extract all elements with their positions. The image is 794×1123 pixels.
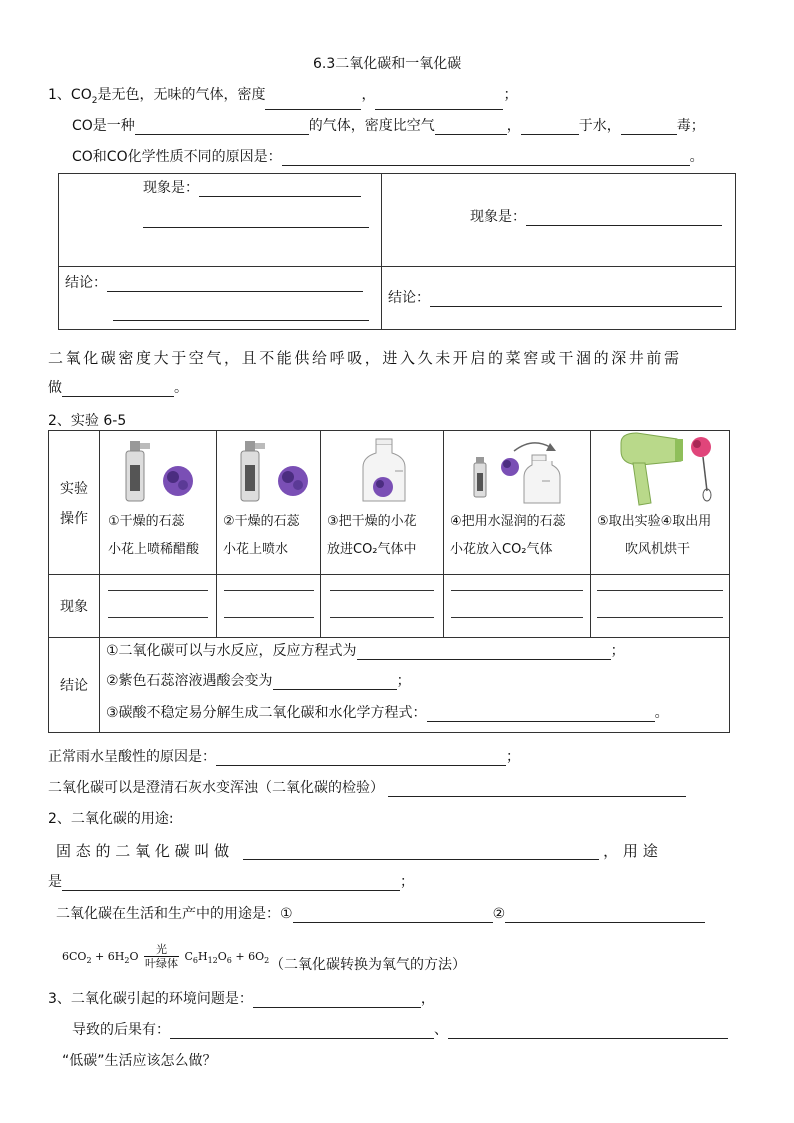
eq-sub: 6 <box>226 956 232 966</box>
row-header-phenomenon: 现象 <box>49 575 100 638</box>
conclusion-cell-right <box>382 267 736 330</box>
conclusion-2: ②紫色石蕊溶液遇酸会变为 <box>106 673 273 689</box>
blank-use-1[interactable] <box>293 906 493 923</box>
co-co2-diff-line <box>72 148 704 166</box>
blank-conclusion-1[interactable] <box>107 275 363 292</box>
phenomenon-cell-3[interactable] <box>321 575 444 638</box>
co-pre: CO是一种 <box>72 118 135 134</box>
blank-co-water[interactable] <box>521 118 579 135</box>
blank-limewater-equation[interactable] <box>388 780 686 797</box>
limewater-label: 二氧化碳可以是澄清石灰水变浑浊（二氧化碳的检验） <box>48 780 384 796</box>
eq-o: O <box>217 950 227 963</box>
experiment-table-1 <box>58 173 736 330</box>
rain-label: 正常雨水呈酸性的原因是： <box>48 749 216 765</box>
environment-line <box>48 990 435 1008</box>
spray-bottle-flower-icon <box>235 437 315 507</box>
co-mid1: 的气体，密度比空气 <box>308 118 435 134</box>
operation-cell-5 <box>591 431 730 575</box>
rain-acidity-line <box>48 748 520 766</box>
blank-rain-reason[interactable] <box>216 749 506 766</box>
spray-flower-into-jar-icon <box>470 433 570 507</box>
semicolon: ； <box>400 874 414 890</box>
experiment-table-6-5 <box>48 430 730 733</box>
note-end: 。 <box>174 380 188 396</box>
conclusion-cell-left <box>59 267 382 330</box>
comma: ， <box>361 87 376 103</box>
safety-note-line2 <box>48 379 188 397</box>
co2-text: 是无色，无味的气体，密度 <box>97 87 266 103</box>
semicolon: ； <box>396 673 411 689</box>
spray-bottle-flower-icon <box>120 437 200 507</box>
op2-line1: ②干燥的石蕊 <box>223 514 300 529</box>
eq-o2: + 6O <box>231 950 265 963</box>
is-label: 是 <box>48 874 62 890</box>
blank-phenomenon-2[interactable] <box>143 211 369 228</box>
life-uses-label: 二氧化碳在生活和生产中的用途是：① <box>56 906 293 922</box>
op-header-2: 操作 <box>60 510 88 527</box>
conclusion-1: ①二氧化碳可以与水反应，反应方程式为 <box>106 643 357 659</box>
condition-chlorophyll: 叶绿体 <box>144 957 178 970</box>
blank-use-2[interactable] <box>505 906 705 923</box>
blank-co-kind[interactable] <box>135 118 309 135</box>
op3-line2: 放进CO₂气体中 <box>327 542 417 557</box>
page-title: 6.3二氧化碳和一氧化碳 <box>313 56 462 72</box>
dry-ice-label: 固 态 的 二 氧 化 碳 叫 做 <box>56 842 230 860</box>
co2-formula: CO <box>70 87 92 103</box>
gas-jar-flower-icon <box>359 437 409 507</box>
phenomenon-cell-2[interactable] <box>217 575 321 638</box>
semicolon: ； <box>503 87 518 103</box>
conclusion-label: 结论： <box>388 290 430 306</box>
blank-dry-ice[interactable] <box>243 843 599 860</box>
blank-phenomenon-3[interactable] <box>526 209 722 226</box>
co2-properties-line <box>48 86 517 110</box>
blank-phenomenon-1[interactable] <box>199 180 361 197</box>
eq-sub: 2 <box>124 956 130 966</box>
blank-environment[interactable] <box>253 991 421 1008</box>
blank-dry-ice-use[interactable] <box>62 874 400 891</box>
comma: ， <box>420 991 435 1007</box>
uses-heading: 2、二氧化碳的用途: <box>48 811 174 827</box>
blank-equation-2[interactable] <box>427 705 655 722</box>
row-header-conclusion: 结论 <box>49 638 100 733</box>
phenomenon-cell-left <box>59 174 382 267</box>
blank-density-2[interactable] <box>375 93 503 110</box>
comma: ， <box>506 118 521 134</box>
phenomenon-label: 现象是： <box>470 209 526 225</box>
co2-sub: 2 <box>91 95 98 106</box>
dry-ice-use-line <box>48 873 414 891</box>
blank-co-toxic[interactable] <box>621 118 677 135</box>
safety-note: 二氧化碳密度大于空气，且不能供给呼吸，进入久未开启的菜窖或干涸的深井前需 <box>48 349 682 367</box>
use-label: ， 用 途 <box>603 842 658 860</box>
semicolon: ； <box>506 749 520 765</box>
semicolon: ； <box>610 643 625 659</box>
experiment-heading: 2、实验 6-5 <box>48 413 127 429</box>
note-pre: 做 <box>48 380 62 396</box>
separator: 、 <box>434 1022 448 1038</box>
blank-diff-reason[interactable] <box>282 149 690 166</box>
op-header-1: 实验 <box>60 480 88 497</box>
period: 。 <box>689 149 704 165</box>
operation-cell-3 <box>321 431 444 575</box>
reaction-condition <box>144 944 179 970</box>
eq-h: H <box>197 950 208 963</box>
blank-density[interactable] <box>265 93 361 110</box>
row-header-operation <box>49 431 100 575</box>
blank-equation-1[interactable] <box>357 643 611 660</box>
life-uses-line <box>56 905 705 923</box>
eq-c: C <box>184 950 193 963</box>
photosynthesis-equation <box>62 944 269 970</box>
diff-label: CO和CO化学性质不同的原因是： <box>72 149 282 165</box>
phenomenon-cell-1[interactable] <box>100 575 217 638</box>
equation-note: （二氧化碳转换为氧气的方法） <box>270 957 466 973</box>
consequence-line <box>72 1021 728 1039</box>
conclusion-cell <box>100 638 730 733</box>
environment-label: 3、二氧化碳引起的环境问题是： <box>48 991 253 1007</box>
blank-light-test[interactable] <box>62 380 174 397</box>
consequence-label: 导致的后果有： <box>72 1022 170 1038</box>
phenomenon-cell-4[interactable] <box>444 575 591 638</box>
eq-h2o: + 6H <box>91 950 125 963</box>
eq-sub: 6 <box>192 956 198 966</box>
eq-sub: 2 <box>86 956 92 966</box>
eq-sub: 2 <box>264 956 270 966</box>
co-mid2: 于水， <box>578 118 621 134</box>
operation-cell-2 <box>217 431 321 575</box>
blank-conclusion-3[interactable] <box>430 290 722 307</box>
blank-color[interactable] <box>273 673 397 690</box>
period: 。 <box>654 705 669 721</box>
conclusion-3: ③碳酸不稳定易分解生成二氧化碳和水化学方程式： <box>106 705 427 721</box>
op1-line1: ①干燥的石蕊 <box>108 514 185 529</box>
eq-6co2: 6CO <box>62 950 87 963</box>
phenomenon-cell-right <box>382 174 736 267</box>
eq-sub: 12 <box>207 956 218 966</box>
low-carbon-question: “低碳”生活应该怎么做？ <box>62 1053 217 1069</box>
blank-conclusion-2[interactable] <box>113 304 369 321</box>
co-end: 毒； <box>676 118 705 134</box>
blank-consequence-1[interactable] <box>170 1022 434 1039</box>
eq-o: O <box>129 950 139 963</box>
op4-line1: ④把用水湿润的石蕊 <box>450 514 566 529</box>
operation-cell-1 <box>100 431 217 575</box>
marker-two: ② <box>492 906 506 922</box>
phenomenon-label: 现象是： <box>143 180 199 196</box>
conclusion-label: 结论： <box>65 275 107 291</box>
op5-line2: 吹风机烘干 <box>625 542 691 557</box>
section-number: 1、 <box>48 87 71 103</box>
op1-line2: 小花上喷稀醋酸 <box>108 542 200 557</box>
limewater-line <box>48 779 686 797</box>
op4-line2: 小花放入CO₂气体 <box>450 542 553 557</box>
op2-line2: 小花上喷水 <box>223 542 289 557</box>
op5-line1: ⑤取出实验④取出用 <box>597 514 712 529</box>
op3-line1: ③把干燥的小花 <box>327 514 417 529</box>
blank-consequence-2[interactable] <box>448 1022 728 1039</box>
hair-dryer-icon <box>611 431 721 509</box>
dry-ice-line <box>56 842 658 860</box>
phenomenon-cell-5[interactable] <box>591 575 730 638</box>
co-properties-line <box>72 117 705 135</box>
blank-co-air[interactable] <box>435 118 507 135</box>
operation-cell-4 <box>444 431 591 575</box>
condition-light: 光 <box>155 943 167 956</box>
